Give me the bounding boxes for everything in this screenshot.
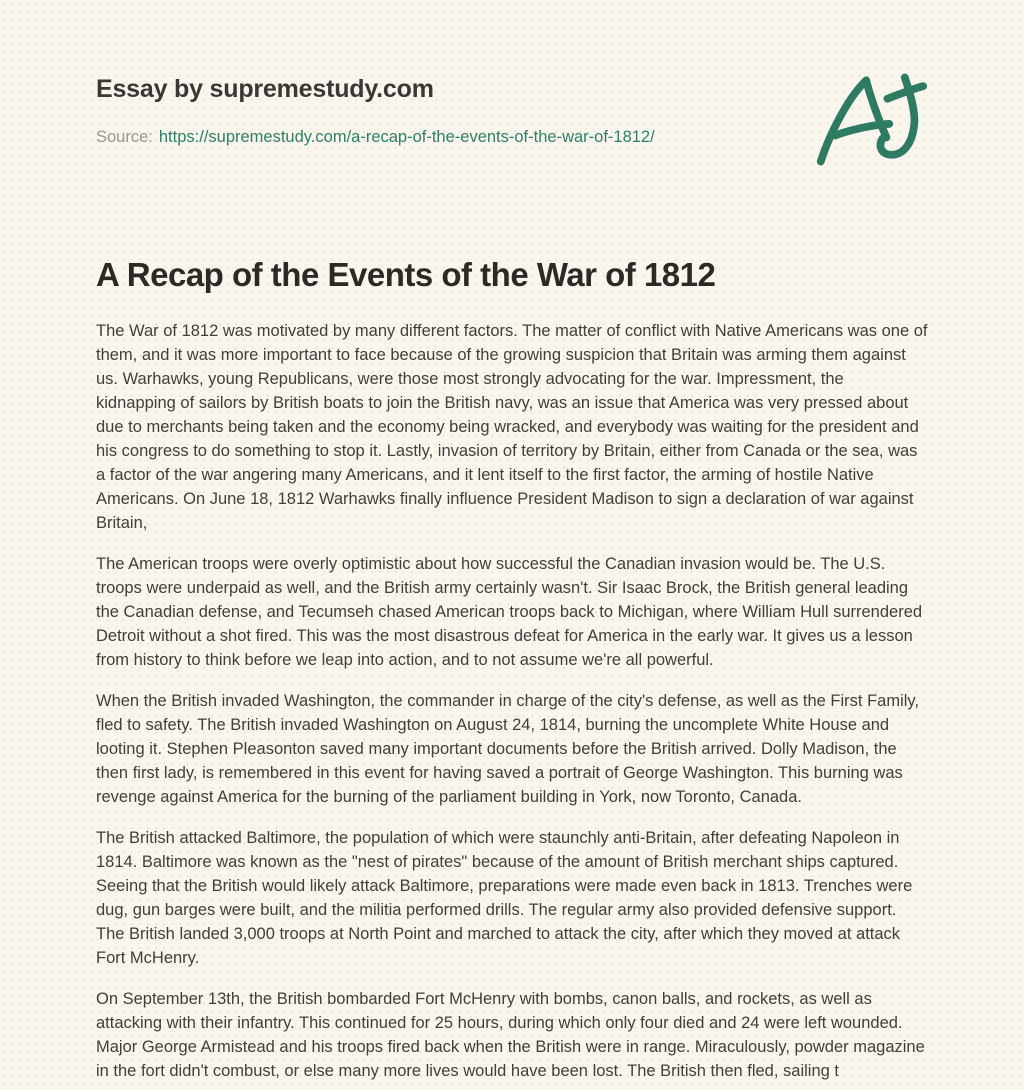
supremestudy-logo — [812, 62, 928, 178]
article-paragraph: When the British invaded Washington, the commander in charge of the city's defense, as well as the First Family, fled to safety. The British invaded Washington on August 24, 1814, burning the uncomplete White House and looting it. Stephen Pleasonton saved many important documents before the British arrived. Dolly Madison, the then first lady, is remembered in this event for having saved a portrait of George Washington. This burning was revenge against America for the burning of the parliament building in York, now Toronto, Canada. — [96, 692, 920, 806]
page-header — [96, 0, 928, 149]
source-line — [96, 125, 928, 149]
source-label: Source: — [96, 128, 153, 146]
article-title: A Recap of the Events of the War of 1812 — [96, 256, 716, 293]
a-plus-logo-icon — [812, 62, 928, 178]
article-paragraph: The War of 1812 was motivated by many different factors. The matter of conflict with Native Americans was one of them, and it was more important to face because of the growing suspicion that Britain was arming them against us. Warhawks, young Republicans, were those most strongly advocating for the war. Impressment, the kidnapping of sailors by British boats to join the British navy, was an issue that America was very pressed about due to merchants being taken and the economy being wracked, and everybody was waiting for the president and his congress to do something to stop it. Lastly, invasion of territory by Britain, either from Canada or the sea, was a factor of the war angering many Americans, and it lent itself to the first factor, the arming of hostile Native Americans. On June 18, 1812 Warhawks finally influence President Madison to sign a declaration of war against Britain, — [96, 322, 928, 532]
article-paragraph: The British attacked Baltimore, the population of which were staunchly anti-Britain, after defeating Napoleon in 1814. Baltimore was known as the "nest of pirates" because of the amount of British merchant ships captured. Seeing that the British would likely attack Baltimore, preparations were made even back in 1813. Trenches were dug, gun barges were built, and the militia performed drills. The regular army also provided defensive support. The British landed 3,000 troops at North Point and marched to attack the city, after which they moved at attack Fort McHenry. — [96, 829, 913, 967]
essay-by-heading: Essay by supremestudy.com — [96, 75, 434, 103]
article-paragraph: On September 13th, the British bombarded Fort McHenry with bombs, canon balls, and rockets, as well as attacking with their infantry. This continued for 25 hours, during which only four died and 24 were left wounded. Major George Armistead and his troops fired back when the British were in range. Miraculously, powder magazine in the fort didn't combust, or else many more lives would have been lost. The British then fled, sailing t — [96, 990, 925, 1080]
article-body — [96, 319, 928, 1083]
article-paragraph: The American troops were overly optimistic about how successful the Canadian invasion would be. The U.S. troops were underpaid as well, and the British army certainly wasn't. Sir Isaac Brock, the British general leading the Canadian defense, and Tecumseh chased American troops back to Michigan, where William Hull surrendered Detroit without a shot fired. This was the most disastrous defeat for America in the early war. It gives us a lesson from history to think before we leap into action, and to not assume we're all powerful. — [96, 555, 923, 669]
source-link[interactable]: https://supremestudy.com/a-recap-of-the-events-of-the-war-of-1812/ — [158, 128, 655, 146]
